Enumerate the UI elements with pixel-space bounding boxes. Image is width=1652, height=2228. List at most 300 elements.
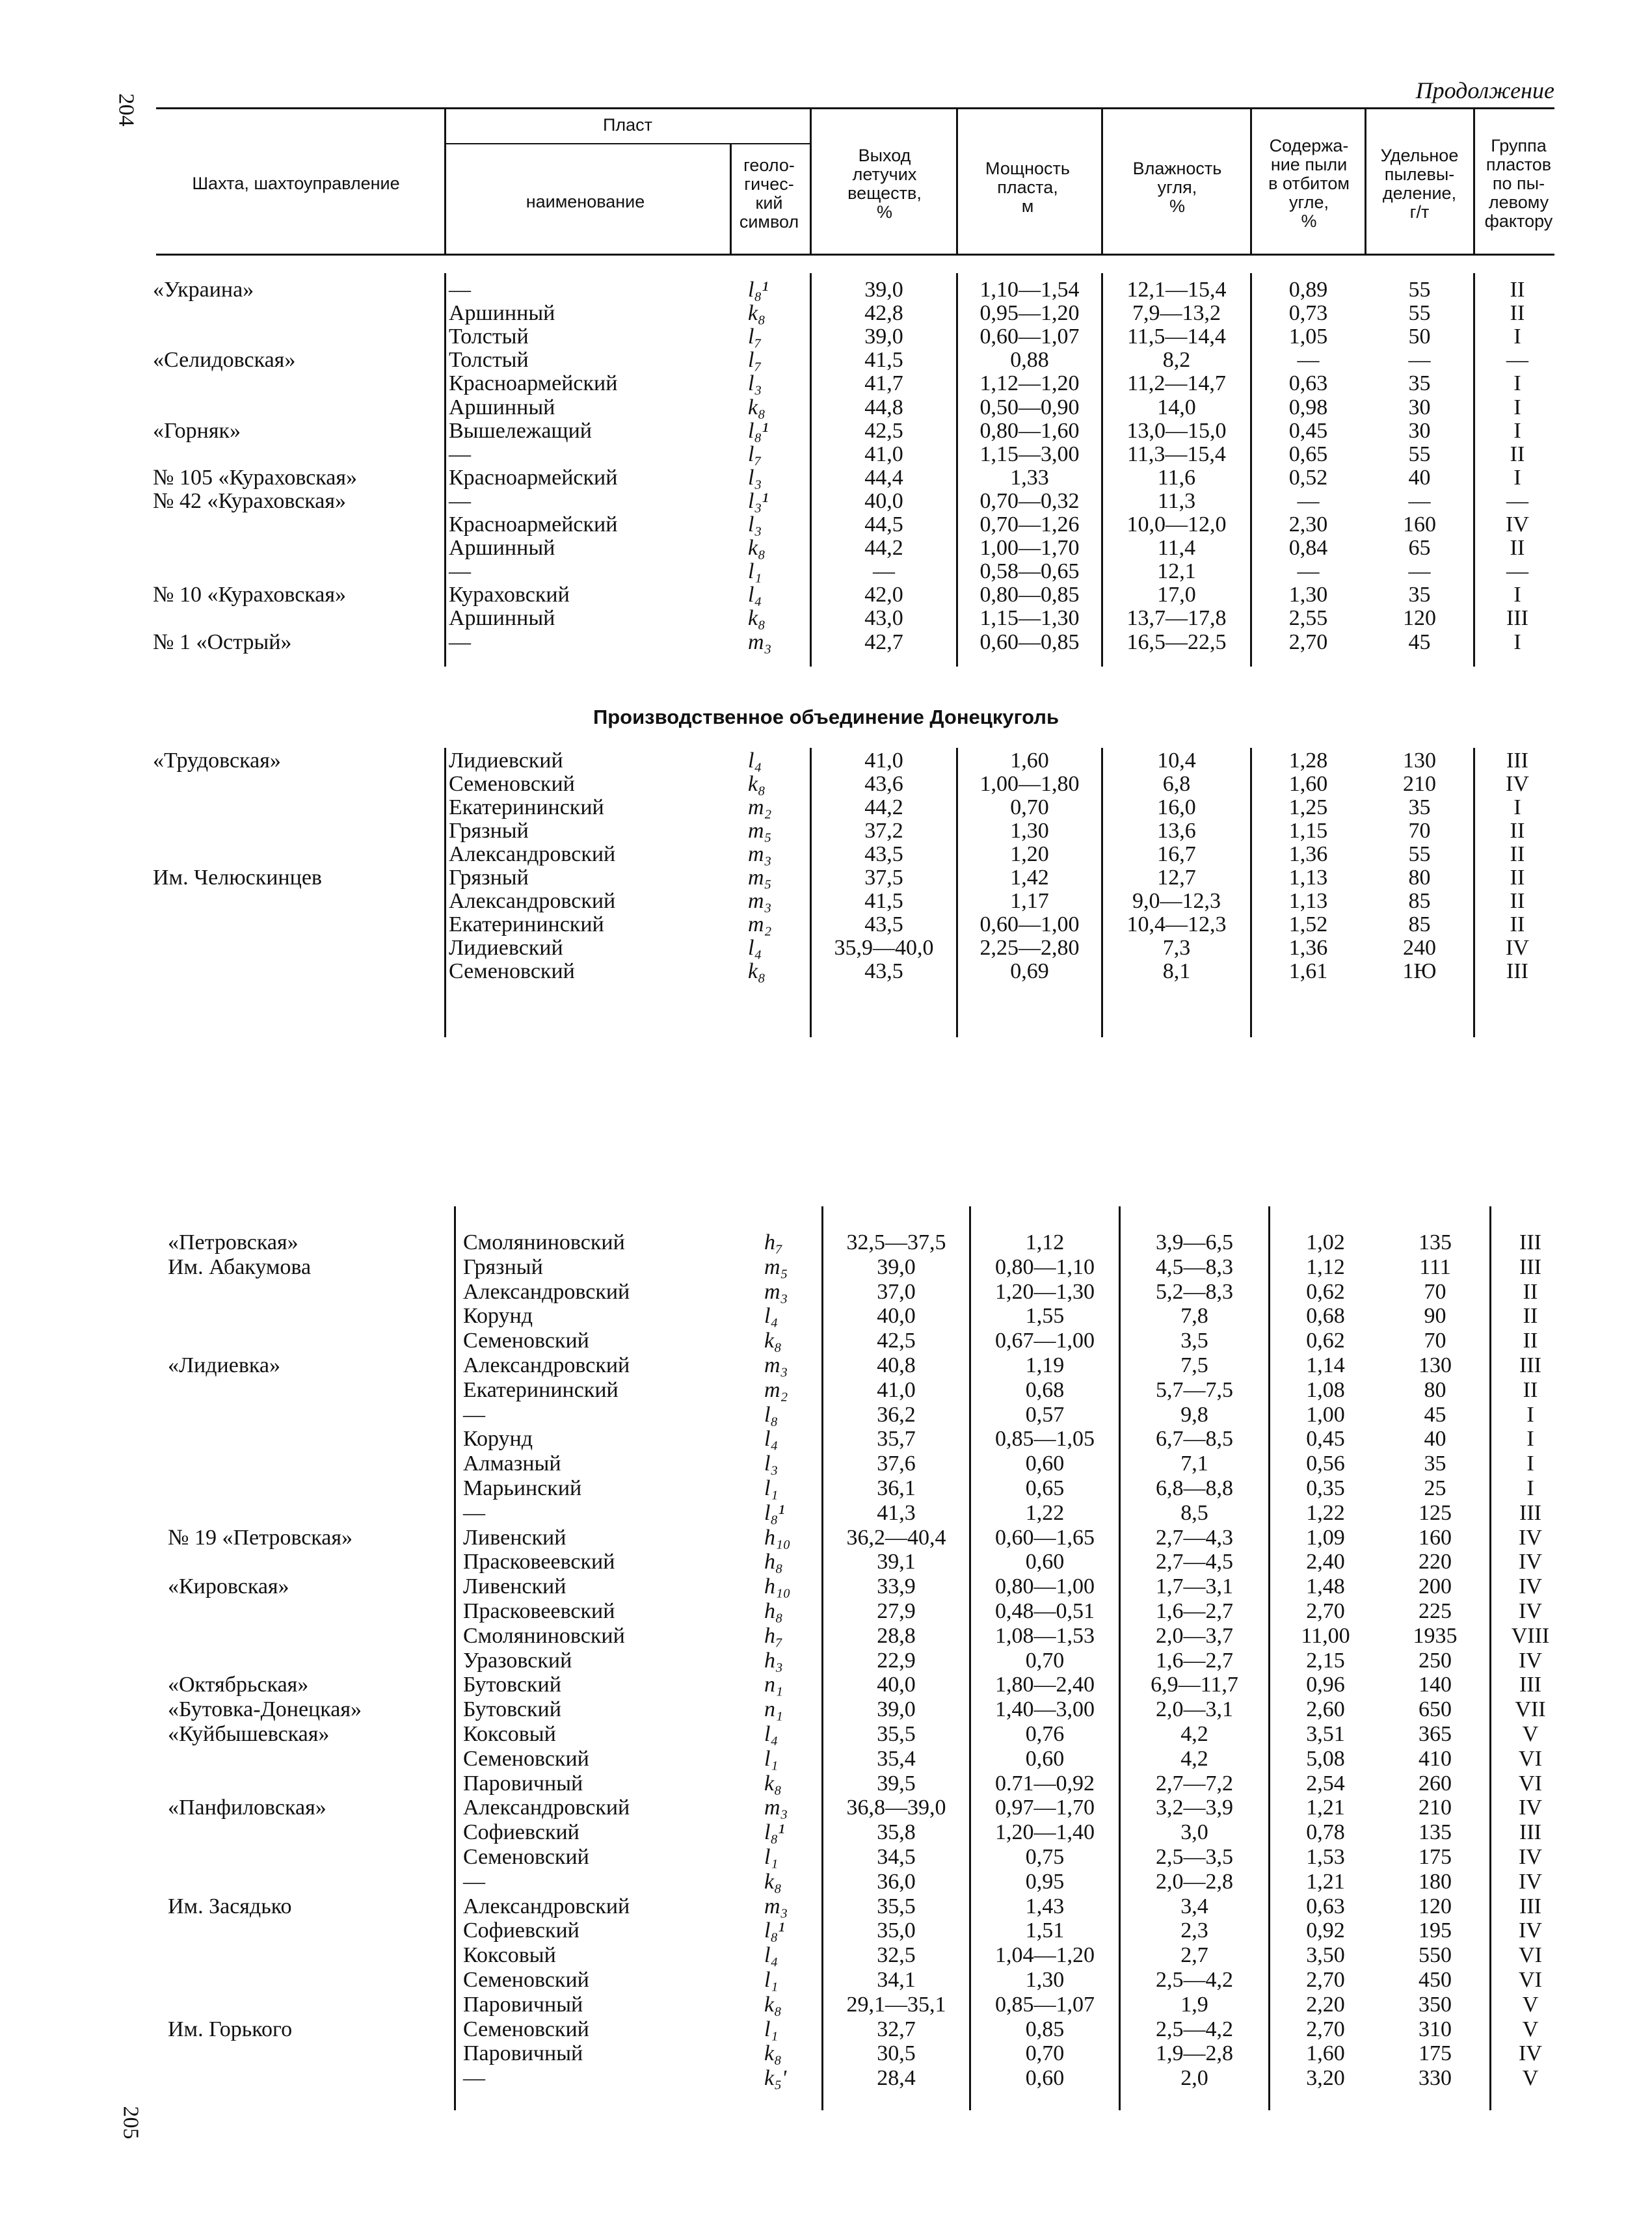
table-row: [0, 1280, 1652, 1304]
cell-name: Александровский: [463, 1353, 630, 1377]
cell-spec: 65: [1408, 536, 1431, 561]
table-row: [0, 396, 1652, 419]
cell-spec: 225: [1419, 1599, 1452, 1623]
cell-sym: k₈: [764, 1771, 782, 1796]
cell-dust: 0,92: [1306, 1918, 1345, 1943]
header-name: наименование: [526, 192, 645, 211]
cell-thick: 1,10—1,54: [979, 278, 1080, 302]
cell-grp: III: [1519, 1254, 1541, 1279]
cell-spec: 130: [1403, 749, 1436, 773]
cell-name: Аршинный: [449, 606, 555, 631]
cell-moist: 10,0—12,0: [1126, 512, 1227, 537]
cell-spec: 410: [1419, 1746, 1452, 1771]
cell-vol: 40,8: [877, 1353, 916, 1377]
cell-dust: 1,21: [1306, 1869, 1345, 1894]
cell-sym: k₈: [748, 959, 766, 983]
cell-name: Смоляниновский: [463, 1230, 625, 1254]
cell-dust: 1,22: [1306, 1500, 1345, 1525]
cell-vol: 36,0: [877, 1869, 916, 1894]
cell-vol: 41,3: [877, 1500, 916, 1525]
cell-grp: V: [1522, 1992, 1539, 2017]
cell-sym: h₇: [764, 1230, 783, 1254]
cell-moist: 16,7: [1157, 842, 1196, 866]
cell-dust: 3,51: [1306, 1722, 1345, 1746]
cell-vol: 44,8: [864, 395, 903, 419]
cell-dust: 1,53: [1306, 1845, 1345, 1869]
cell-moist: 10,4—12,3: [1126, 912, 1227, 936]
cell-thick: 0,80—1,10: [995, 1254, 1095, 1279]
cell-moist: 11,2—14,7: [1127, 371, 1226, 396]
cell-grp: II: [1523, 1304, 1538, 1329]
cell-name: Смоляниновский: [463, 1623, 625, 1648]
cell-vol: 27,9: [877, 1599, 916, 1623]
cell-grp: III: [1519, 1500, 1541, 1525]
cell-grp: IV: [1519, 1918, 1542, 1943]
cell-name: Грязный: [449, 866, 529, 890]
cell-spec: 35: [1408, 795, 1431, 819]
cell-thick: 1,80—2,40: [995, 1673, 1095, 1697]
cell-dust: 1,36: [1288, 936, 1328, 960]
table-row: [0, 1477, 1652, 1500]
table-row: [0, 960, 1652, 983]
cell-name: Грязный: [463, 1254, 543, 1279]
cell-sym: k₈: [764, 1869, 782, 1894]
cell-thick: 1,19: [1025, 1353, 1065, 1377]
table-row: [0, 607, 1652, 630]
cell-spec: 35: [1408, 583, 1431, 607]
cell-spec: 45: [1424, 1402, 1446, 1427]
cell-mine: № 19 «Петровская»: [168, 1525, 353, 1550]
cell-spec: 220: [1419, 1550, 1452, 1574]
plast-subheader-rule: [446, 143, 810, 144]
cell-sym: l₇: [748, 442, 762, 466]
cell-moist: 11,4: [1157, 536, 1196, 561]
cell-mine: «Украина»: [153, 278, 254, 302]
cell-thick: 1,40—3,00: [995, 1697, 1095, 1722]
cell-name: Лидиевский: [449, 936, 563, 960]
table-row: [0, 560, 1652, 583]
page-number-top: 204: [114, 93, 139, 127]
cell-grp: —: [1506, 348, 1528, 373]
cell-moist: 2,5—4,2: [1156, 2017, 1233, 2041]
cell-moist: 11,3—15,4: [1127, 442, 1226, 466]
cell-spec: 330: [1419, 2066, 1452, 2091]
header-bottom-rule: [156, 254, 1554, 256]
cell-spec: 250: [1419, 1648, 1452, 1673]
cell-vol: —: [873, 559, 895, 584]
cell-spec: 90: [1424, 1304, 1446, 1329]
cell-moist: 12,1: [1157, 559, 1196, 584]
cell-grp: III: [1506, 749, 1528, 773]
cell-name: Паровичный: [463, 1992, 583, 2017]
continuation-label: Продолжение: [1415, 77, 1554, 103]
cell-dust: 1,08: [1306, 1377, 1345, 1402]
cell-grp: II: [1523, 1377, 1538, 1402]
cell-moist: 13,0—15,0: [1126, 418, 1227, 443]
cell-grp: —: [1506, 559, 1528, 584]
cell-dust: 1,00: [1306, 1402, 1345, 1427]
cell-spec: 85: [1408, 889, 1431, 913]
cell-moist: 1,7—3,1: [1156, 1574, 1233, 1599]
cell-dust: 2,70: [1306, 1599, 1345, 1623]
cell-spec: 70: [1408, 819, 1431, 843]
table-row: [0, 890, 1652, 913]
table-row: [0, 631, 1652, 654]
cell-vol: 41,5: [864, 889, 903, 913]
cell-vol: 41,0: [877, 1377, 916, 1402]
cell-spec: 200: [1419, 1574, 1452, 1599]
cell-sym: m₅: [748, 819, 772, 843]
cell-name: Екатерининский: [449, 912, 604, 936]
cell-grp: VI: [1519, 1746, 1542, 1771]
cell-moist: 2,7: [1180, 1943, 1208, 1968]
cell-vol: 29,1—35,1: [846, 1992, 946, 2017]
table-row: [0, 325, 1652, 349]
cell-moist: 4,2: [1180, 1746, 1208, 1771]
cell-thick: 0.71—0,92: [995, 1771, 1095, 1796]
cell-sym: l₁: [764, 2017, 779, 2041]
cell-name: —: [449, 559, 471, 584]
cell-moist: 1,6—2,7: [1156, 1648, 1233, 1673]
table-row: [0, 466, 1652, 490]
cell-thick: 0,70: [1010, 795, 1049, 819]
cell-vol: 32,7: [877, 2017, 916, 2041]
cell-name: Коксовый: [463, 1722, 556, 1746]
cell-vol: 40,0: [864, 488, 903, 513]
cell-moist: 2,5—4,2: [1156, 1968, 1233, 1992]
table-row: [0, 583, 1652, 607]
cell-vol: 41,5: [864, 348, 903, 373]
cell-moist: 6,8—8,8: [1156, 1476, 1233, 1500]
cell-grp: II: [1510, 889, 1525, 913]
cell-vol: 35,8: [877, 1820, 916, 1845]
cell-sym: m₂: [764, 1377, 788, 1402]
cell-sym: m₃: [748, 889, 772, 913]
cell-name: Паровичный: [463, 2041, 583, 2066]
table-row: [0, 913, 1652, 936]
cell-spec: 350: [1419, 1992, 1452, 2017]
cell-vol: 33,9: [877, 1574, 916, 1599]
cell-vol: 42,8: [864, 301, 903, 326]
cell-vol: 44,4: [864, 465, 903, 490]
table-row: [0, 1969, 1652, 1992]
cell-spec: 210: [1403, 772, 1436, 796]
cell-grp: I: [1513, 418, 1521, 443]
cell-sym: h₁₀: [764, 1525, 791, 1550]
cell-grp: IV: [1519, 1525, 1542, 1550]
cell-sym: k₈: [748, 772, 766, 796]
cell-grp: I: [1513, 371, 1521, 396]
cell-dust: 1,60: [1288, 772, 1328, 796]
cell-grp: II: [1510, 278, 1525, 302]
cell-grp: II: [1510, 842, 1525, 866]
table-row: [0, 843, 1652, 866]
cell-grp: I: [1513, 325, 1521, 349]
cell-moist: 2,7—7,2: [1156, 1771, 1233, 1796]
table-row: [0, 1944, 1652, 1967]
cell-thick: 1,30: [1025, 1968, 1065, 1992]
cell-dust: 0,45: [1306, 1427, 1345, 1452]
cell-sym: k₈: [748, 301, 766, 326]
cell-mine: Им. Абакумова: [168, 1254, 312, 1279]
cell-vol: 28,8: [877, 1623, 916, 1648]
cell-grp: II: [1510, 912, 1525, 936]
cell-sym: m₃: [764, 1353, 788, 1377]
cell-dust: 0,63: [1288, 371, 1328, 396]
cell-vol: 42,5: [877, 1329, 916, 1353]
cell-spec: 30: [1408, 418, 1431, 443]
cell-spec: 210: [1419, 1796, 1452, 1820]
table-row: [0, 1305, 1652, 1328]
table-row: [0, 1698, 1652, 1721]
cell-dust: 1,30: [1288, 583, 1328, 607]
cell-thick: 0,60: [1025, 1452, 1065, 1476]
cell-spec: 180: [1419, 1869, 1452, 1894]
table-row: [0, 490, 1652, 513]
cell-vol: 35,5: [877, 1722, 916, 1746]
cell-spec: 30: [1408, 395, 1431, 419]
cell-name: Уразовский: [463, 1648, 572, 1673]
cell-dust: 1,14: [1306, 1353, 1345, 1377]
cell-sym: h₇: [764, 1623, 783, 1648]
cell-mine: «Трудовская»: [153, 749, 281, 773]
cell-grp: IV: [1506, 772, 1529, 796]
cell-mine: «Куйбышевская»: [168, 1722, 330, 1746]
cell-vol: 36,2—40,4: [846, 1525, 946, 1550]
cell-spec: 80: [1408, 866, 1431, 890]
cell-mine: № 105 «Кураховская»: [153, 465, 358, 490]
cell-sym: l₈¹: [764, 1918, 785, 1943]
cell-name: Бутовский: [463, 1673, 561, 1697]
cell-thick: 0,48—0,51: [995, 1599, 1095, 1623]
cell-name: Толстый: [449, 348, 529, 373]
table-row: [0, 1256, 1652, 1279]
table-row: [0, 936, 1652, 960]
cell-moist: 6,8: [1162, 772, 1191, 796]
cell-thick: 0,60—1,00: [979, 912, 1080, 936]
cell-grp: I: [1513, 583, 1521, 607]
cell-name: Аршинный: [449, 301, 555, 326]
cell-name: Красноармейский: [449, 465, 618, 490]
cell-sym: m₃: [764, 1796, 788, 1820]
cell-thick: 1,43: [1025, 1894, 1065, 1918]
cell-vol: 42,5: [864, 418, 903, 443]
table-row: [0, 1649, 1652, 1673]
cell-grp: IV: [1506, 936, 1529, 960]
table-row: [0, 2067, 1652, 2090]
cell-grp: III: [1519, 1820, 1541, 1845]
cell-dust: 3,20: [1306, 2066, 1345, 2091]
cell-grp: III: [1506, 959, 1528, 983]
cell-name: Прасковеевский: [463, 1599, 615, 1623]
cell-dust: 2,15: [1306, 1648, 1345, 1673]
cell-name: Толстый: [449, 325, 529, 349]
cell-thick: 1,00—1,70: [979, 536, 1080, 561]
cell-name: Александровский: [463, 1796, 630, 1820]
cell-name: Софиевский: [463, 1918, 580, 1943]
cell-grp: II: [1510, 536, 1525, 561]
cell-spec: 111: [1419, 1254, 1451, 1279]
cell-grp: IV: [1519, 1648, 1542, 1673]
header-moisture: Влажность угля, %: [1132, 159, 1222, 216]
cell-name: Алмазный: [463, 1452, 561, 1476]
cell-moist: 8,2: [1162, 348, 1191, 373]
cell-spec: 175: [1419, 2041, 1452, 2066]
cell-dust: 2,54: [1306, 1771, 1345, 1796]
cell-dust: 1,61: [1288, 959, 1328, 983]
cell-dust: 1,13: [1288, 866, 1328, 890]
cell-thick: 0,69: [1010, 959, 1049, 983]
cell-grp: II: [1510, 819, 1525, 843]
cell-thick: 0,65: [1025, 1476, 1065, 1500]
cell-thick: 0,60: [1025, 1550, 1065, 1574]
cell-spec: 1935: [1413, 1623, 1458, 1648]
cell-vol: 22,9: [877, 1648, 916, 1673]
cell-thick: 1,15—3,00: [979, 442, 1080, 466]
cell-sym: l₇: [748, 348, 762, 373]
table-row: [0, 1329, 1652, 1353]
cell-grp: II: [1523, 1279, 1538, 1304]
cell-vol: 36,8—39,0: [846, 1796, 946, 1820]
cell-dust: 1,02: [1306, 1230, 1345, 1254]
cell-moist: 11,3: [1157, 488, 1196, 513]
table-row: [0, 1870, 1652, 1894]
table-row: [0, 1673, 1652, 1697]
cell-vol: 34,1: [877, 1968, 916, 1992]
cell-moist: 4,5—8,3: [1156, 1254, 1233, 1279]
cell-name: —: [463, 1402, 485, 1427]
cell-sym: l₄: [764, 1427, 779, 1452]
cell-dust: 2,70: [1288, 630, 1328, 654]
header-dust-specific: Удельное пылевы- деление, г/т: [1380, 146, 1459, 222]
table-row: [0, 1600, 1652, 1623]
cell-name: Ливенский: [463, 1525, 566, 1550]
cell-sym: l₄: [764, 1943, 779, 1968]
cell-name: —: [449, 278, 471, 302]
cell-vol: 41,7: [864, 371, 903, 396]
cell-name: —: [463, 1500, 485, 1525]
section-title: Производственное объединение Донецкуголь: [593, 706, 1059, 728]
cell-vol: 44,2: [864, 795, 903, 819]
cell-dust: 0,63: [1306, 1894, 1345, 1918]
cell-name: Бутовский: [463, 1697, 561, 1722]
cell-vol: 35,4: [877, 1746, 916, 1771]
table-row: [0, 1403, 1652, 1427]
cell-sym: m₃: [748, 630, 772, 654]
cell-name: Коксовый: [463, 1943, 556, 1968]
cell-moist: 9,8: [1180, 1402, 1208, 1427]
cell-vol: 37,2: [864, 819, 903, 843]
table-row: [0, 866, 1652, 890]
cell-sym: k₈: [764, 1329, 782, 1353]
cell-grp: IV: [1519, 2041, 1542, 2066]
cell-thick: 1,55: [1025, 1304, 1065, 1329]
table-row: [0, 419, 1652, 443]
cell-thick: 1,20—1,40: [995, 1820, 1095, 1845]
cell-grp: IV: [1519, 1599, 1542, 1623]
cell-dust: 1,05: [1288, 325, 1328, 349]
table-row: [0, 1821, 1652, 1844]
cell-spec: 650: [1419, 1697, 1452, 1722]
cell-grp: IV: [1519, 1574, 1542, 1599]
cell-dust: 1,09: [1306, 1525, 1345, 1550]
cell-thick: 0,75: [1025, 1845, 1065, 1869]
table-row: [0, 749, 1652, 773]
cell-thick: 0,57: [1025, 1402, 1065, 1427]
cell-spec: 120: [1403, 606, 1436, 631]
cell-name: Екатерининский: [449, 795, 604, 819]
cell-spec: 55: [1408, 442, 1431, 466]
header-dust-content: Содержа- ние пыли в отбитом угле, %: [1268, 136, 1350, 231]
cell-mine: «Петровская»: [168, 1230, 299, 1254]
cell-spec: 25: [1424, 1476, 1446, 1500]
cell-vol: 41,0: [864, 442, 903, 466]
cell-grp: II: [1510, 442, 1525, 466]
cell-sym: m₂: [748, 795, 772, 819]
cell-name: Вышележащий: [449, 418, 593, 443]
cell-mine: «Горняк»: [153, 418, 241, 443]
table-row: [0, 1231, 1652, 1254]
cell-sym: l₈¹: [764, 1500, 785, 1525]
table-row: [0, 443, 1652, 466]
cell-thick: 0,80—1,00: [995, 1574, 1095, 1599]
cell-thick: 0,70—0,32: [979, 488, 1080, 513]
cell-name: Екатерининский: [463, 1377, 619, 1402]
cell-grp: I: [1526, 1402, 1534, 1427]
cell-dust: 0,84: [1288, 536, 1328, 561]
cell-moist: 1,9—2,8: [1156, 2041, 1233, 2066]
cell-thick: 0,58—0,65: [979, 559, 1080, 584]
table-row: [0, 1796, 1652, 1820]
cell-moist: 2,3: [1180, 1918, 1208, 1943]
cell-grp: II: [1523, 1329, 1538, 1353]
header-mine: Шахта, шахтоуправление: [192, 174, 400, 193]
cell-grp: V: [1522, 2066, 1539, 2091]
cell-name: Красноармейский: [449, 512, 618, 537]
cell-vol: 39,0: [877, 1254, 916, 1279]
header-top-rule: [156, 107, 1554, 109]
cell-thick: 1,17: [1010, 889, 1049, 913]
cell-moist: 2,7—4,3: [1156, 1525, 1233, 1550]
cell-name: Александровский: [449, 842, 616, 866]
cell-sym: l₁: [748, 559, 762, 584]
cell-dust: 2,40: [1306, 1550, 1345, 1574]
cell-grp: III: [1519, 1230, 1541, 1254]
cell-thick: 0,67—1,00: [995, 1329, 1095, 1353]
cell-sym: h₈: [764, 1550, 783, 1574]
cell-spec: 175: [1419, 1845, 1452, 1869]
cell-vol: 35,7: [877, 1427, 916, 1452]
cell-moist: 6,7—8,5: [1156, 1427, 1233, 1452]
cell-name: Красноармейский: [449, 371, 618, 396]
cell-spec: 40: [1408, 465, 1431, 490]
cell-dust: —: [1297, 559, 1320, 584]
cell-thick: 0,70: [1025, 1648, 1065, 1673]
cell-name: —: [449, 488, 471, 513]
cell-moist: 7,5: [1180, 1353, 1208, 1377]
cell-grp: IV: [1506, 512, 1529, 537]
cell-sym: l₇: [748, 325, 762, 349]
cell-sym: k₅': [764, 2066, 787, 2091]
table-row: [0, 302, 1652, 325]
cell-dust: 2,55: [1288, 606, 1328, 631]
cell-sym: h₁₀: [764, 1574, 791, 1599]
cell-grp: I: [1526, 1476, 1534, 1500]
cell-dust: 0,56: [1306, 1452, 1345, 1476]
cell-spec: 55: [1408, 278, 1431, 302]
cell-moist: 9,0—12,3: [1132, 889, 1221, 913]
cell-dust: 1,60: [1306, 2041, 1345, 2066]
